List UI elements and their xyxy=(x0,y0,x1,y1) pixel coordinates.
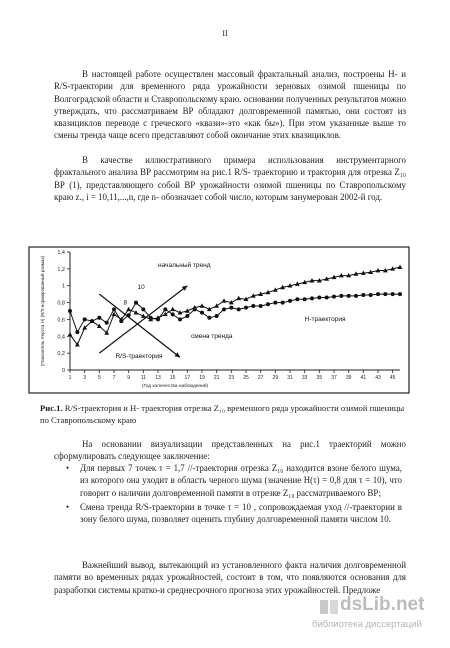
h-point xyxy=(237,307,241,311)
x-tick-label: 25 xyxy=(243,375,249,381)
page-number: II xyxy=(222,29,228,38)
rs-point xyxy=(97,324,102,328)
h-point xyxy=(156,317,160,321)
h-point xyxy=(317,296,321,300)
rs-point xyxy=(126,307,131,311)
annotation-initial-trend: начальный тренд xyxy=(158,262,211,270)
x-tick-label: 17 xyxy=(184,375,191,381)
h-point xyxy=(141,307,145,311)
figure-chart xyxy=(28,246,410,394)
h-point xyxy=(310,296,314,300)
x-tick-label: 7 xyxy=(112,375,116,381)
h-point xyxy=(303,297,307,301)
rs-point xyxy=(236,296,241,300)
x-tick-label: 21 xyxy=(213,375,220,381)
x-tick-label: 19 xyxy=(199,375,205,381)
h-series-line xyxy=(70,294,400,332)
h-point xyxy=(251,304,255,308)
x-tick-label: 29 xyxy=(272,375,279,381)
h-point xyxy=(222,307,226,311)
x-tick-label: 11 xyxy=(140,375,146,381)
h-point xyxy=(325,296,329,300)
h-point xyxy=(75,330,79,334)
y-tick-label: 1 xyxy=(61,283,65,290)
figure-caption xyxy=(40,402,410,426)
h-point xyxy=(68,309,72,313)
list-item-text: Смена тренда R/S-траектории в точке τ = 10 , сопровождаемая уход //-траектории в зону белого шума, позволяет оценить глубину долговременной памяти числом 10. xyxy=(80,501,402,525)
h-point xyxy=(398,292,402,296)
h-point xyxy=(288,299,292,303)
annotation-trend-change: смена тренда xyxy=(191,332,233,340)
annotation-point-8: 8 xyxy=(123,299,128,307)
x-tick-label: 33 xyxy=(301,375,308,381)
caption-text: R/S-траектория и H- траектория отрезка Z₁₀ временного ряда урожайности озимой пшеницы по Ставропольскому краю xyxy=(40,403,405,425)
h-point xyxy=(383,292,387,296)
x-tick-label: 45 xyxy=(389,375,396,381)
y-tick-label: 0,6 xyxy=(57,317,65,324)
x-tick-label: 37 xyxy=(331,375,337,381)
h-point xyxy=(376,292,380,296)
x-tick-label: 13 xyxy=(155,375,161,381)
h-series-label: H-траектория xyxy=(304,316,346,324)
h-point xyxy=(361,293,365,297)
h-point xyxy=(171,312,175,316)
h-point xyxy=(347,294,351,298)
h-point xyxy=(369,293,373,297)
y-axis-label: (Показатель Херста H) (R/S нормированный размах) xyxy=(40,255,45,367)
y-tick-label: 0,2 xyxy=(57,351,65,358)
hurst-rs-chart xyxy=(28,246,410,394)
x-tick-label: 41 xyxy=(360,375,367,381)
caption-label: Рис.1. xyxy=(40,403,63,413)
h-point xyxy=(332,295,336,299)
rs-series-line xyxy=(70,267,400,345)
x-tick-label: 31 xyxy=(287,375,293,381)
book-icon xyxy=(318,596,340,618)
x-tick-label: 3 xyxy=(83,375,87,381)
h-point xyxy=(200,311,204,315)
annotation-point-10: 10 xyxy=(137,284,145,292)
list-item xyxy=(66,501,402,526)
h-point xyxy=(185,314,189,318)
h-point xyxy=(112,307,116,311)
paragraph-example: В качестве иллюстративного примера использования инструментарного фрактального анализа ВР рассмотрим на рис.1 R/S- траекторию и трактория для отрезка Z₁₀ ВР (1), представляющего собой ВР урожайности озимой пшеницы по Ставропольскому краю z., i = 10,11,...,n, где n- обозначает собой число, которым занумерован 2002-й год. xyxy=(54,155,406,202)
y-tick-label: 1,2 xyxy=(57,266,65,273)
conclusion-list xyxy=(66,462,402,527)
paragraph-intro: В настоящей работе осуществлен массовый фрактальный анализ, построены H- и R/S-траектории для временного ряда урожайности зерновых озимой пшеницы по Волгоградской области и Ставропольскому краю. основании полученных результатов можно утверждать, что рассматриваем ВР обладают долговременной памятью, они состоят из квазициклов переводе с греческого «квази»-это «как бы»). При этом указанные выше то смены тренда чаще всего представляют собой окончание этих квазициклов. xyxy=(54,69,406,141)
paragraph-main-conclusion: Важнейший вывод, вытекающий из установленного факта наличия долговременной памяти во временных рядах урожайностей, состоит в том, что появляются основания для разработки системы кратко-и среднесрочного прогноза этих урожайностей. Предложе xyxy=(54,560,406,595)
paragraph-conclusion-intro: На основании визуализации представленных на рис.1 траекторий можно сформулировать следующее заключение: xyxy=(54,439,406,462)
rs-point xyxy=(68,332,73,336)
rs-point xyxy=(170,307,175,311)
h-point xyxy=(178,317,182,321)
h-point xyxy=(281,301,285,305)
x-tick-label: 39 xyxy=(345,375,352,381)
h-point xyxy=(97,316,101,320)
rs-point xyxy=(214,303,219,307)
h-point xyxy=(83,317,87,321)
h-point xyxy=(295,297,299,301)
rs-point xyxy=(222,298,227,302)
h-point xyxy=(266,302,270,306)
x-tick-label: 1 xyxy=(68,375,72,381)
y-tick-label: 0,8 xyxy=(57,300,65,307)
watermark-name: dsLib.net xyxy=(340,594,425,615)
bullet-icon: • xyxy=(66,501,70,512)
rs-point xyxy=(200,303,205,307)
h-point xyxy=(273,301,277,305)
x-axis-label: (Год количества наблюдений) xyxy=(141,384,209,389)
list-item-text: Для первых 7 точек τ = 1,7 //-траектория отрезка Z₁₀ находится взоне белого шума, из которого она уходит в область черного шума (значение H(τ) = 0,8 для τ = 10), что говорит о наличии долговременной памяти в отрезке Z₁₀ рассматриваемого ВР; xyxy=(80,463,402,498)
watermark-subtitle: библиотека диссертаций xyxy=(312,619,422,630)
x-tick-label: 23 xyxy=(228,375,235,381)
x-tick-label: 9 xyxy=(127,375,131,381)
h-point xyxy=(149,316,153,320)
h-point xyxy=(134,301,138,305)
h-point xyxy=(354,294,358,298)
h-point xyxy=(127,313,131,317)
rs-point xyxy=(398,265,403,269)
h-point xyxy=(339,294,343,298)
h-point xyxy=(90,319,94,323)
h-point xyxy=(244,306,248,310)
bullet-icon: • xyxy=(66,463,70,473)
x-tick-label: 35 xyxy=(316,375,323,381)
y-tick-label: 1,4 xyxy=(57,250,65,256)
h-point xyxy=(215,314,219,318)
x-tick-label: 43 xyxy=(375,375,381,381)
h-point xyxy=(163,307,167,311)
h-point xyxy=(259,304,263,308)
x-tick-label: 27 xyxy=(257,375,264,381)
trend-line xyxy=(99,294,180,357)
x-tick-label: 15 xyxy=(169,375,176,381)
y-tick-label: 0 xyxy=(61,368,65,374)
h-point xyxy=(391,292,395,296)
rs-series-label: R/S-траектория xyxy=(115,353,163,361)
h-point xyxy=(193,307,197,311)
x-tick-label: 5 xyxy=(97,375,101,381)
h-point xyxy=(207,316,211,320)
h-point xyxy=(119,319,123,323)
list-item xyxy=(66,462,402,499)
h-point xyxy=(105,321,109,325)
y-tick-label: 0,4 xyxy=(57,334,65,341)
h-point xyxy=(229,306,233,310)
